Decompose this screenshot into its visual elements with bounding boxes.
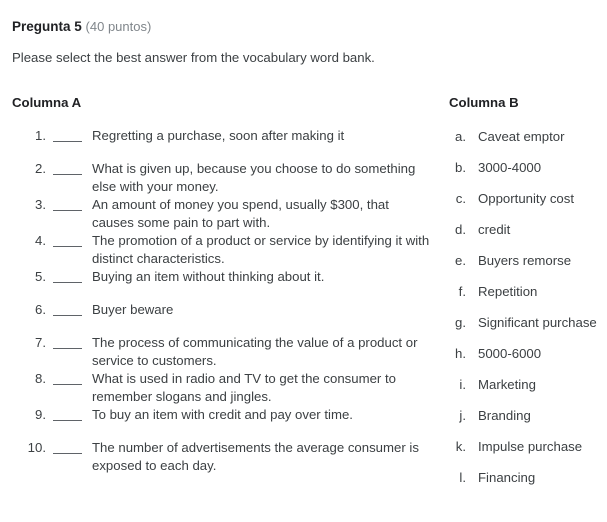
item-letter: c. [455,191,466,206]
item-b-text: credit [478,222,511,237]
item-number: 1. [35,128,46,143]
item-letter: j. [459,408,466,423]
item-b-text: 3000-4000 [478,160,542,175]
item-text: The promotion of a product or service by identifying it with distinct characteristics. [92,233,430,266]
item-b-text: Marketing [478,377,536,392]
item-number: 7. [35,335,46,350]
column-a-item [12,406,432,424]
item-b-text: Significant purchase [478,315,597,330]
item-b-text: Branding [478,408,531,423]
item-number: 5. [35,269,46,284]
item-letter: l. [459,470,466,485]
column-b [449,95,607,500]
item-text: What is used in radio and TV to get the consumer to remember slogans and jingles. [92,371,396,404]
question-header [12,18,595,36]
item-b-text: Caveat emptor [478,129,565,144]
item-b-text: Financing [478,470,536,485]
column-b-item [449,314,607,332]
column-a-item [12,370,432,406]
item-number: 6. [35,302,46,317]
column-b-heading: Columna B [449,95,519,110]
column-b-item [449,159,607,177]
column-b-item [449,469,607,487]
item-number: 10. [27,440,46,455]
column-b-item [449,221,607,239]
item-text: An amount of money you spend, usually $300, that causes some pain to part with. [92,197,389,230]
column-b-item [449,128,607,146]
question-instructions: Please select the best answer from the vocabulary word bank. [12,50,375,65]
item-letter: e. [455,253,466,268]
item-text: To buy an item with credit and pay over time. [92,407,353,422]
item-b-text: Opportunity cost [478,191,575,206]
column-a-item [12,196,432,232]
answer-blank-field[interactable] [53,282,82,283]
answer-blank-field[interactable] [53,174,82,175]
question-points: (40 puntos) [85,19,152,34]
column-a-item [12,127,432,145]
answer-blank-field[interactable] [53,315,82,316]
item-letter: d. [455,222,466,237]
column-b-item [449,376,607,394]
item-text: The process of communicating the value of a product or service to customers. [92,335,418,368]
column-b-item [449,345,607,363]
column-b-item [449,438,607,456]
item-number: 2. [35,161,46,176]
item-text: Buying an item without thinking about it. [92,269,325,284]
answer-blank-field[interactable] [53,453,82,454]
item-number: 9. [35,407,46,422]
column-a-item [12,160,432,196]
item-number: 8. [35,371,46,386]
item-letter: k. [455,439,466,454]
item-letter: i. [459,377,466,392]
item-letter: g. [455,315,466,330]
column-a-item [12,232,432,268]
item-letter: h. [455,346,466,361]
item-b-text: Repetition [478,284,538,299]
answer-blank-field[interactable] [53,141,82,142]
item-text: The number of advertisements the average consumer is exposed to each day. [92,440,419,473]
item-b-text: 5000-6000 [478,346,542,361]
column-a-item [12,268,432,286]
column-a-item [12,301,432,319]
item-b-text: Buyers remorse [478,253,572,268]
answer-blank-field[interactable] [53,210,82,211]
column-a-heading: Columna A [12,95,82,110]
item-letter: f. [458,284,466,299]
item-text: Regretting a purchase, soon after making it [92,128,345,143]
item-text: What is given up, because you choose to do something else with your money. [92,161,416,194]
column-a-item [12,334,432,370]
item-letter: b. [455,160,466,175]
column-a-item [12,439,432,475]
column-a [12,95,432,475]
item-b-text: Impulse purchase [478,439,583,454]
item-number: 3. [35,197,46,212]
column-b-item [449,190,607,208]
answer-blank-field[interactable] [53,420,82,421]
question-title: Pregunta 5 [12,19,82,34]
column-b-item [449,283,607,301]
answer-blank-field[interactable] [53,348,82,349]
answer-blank-field[interactable] [53,384,82,385]
column-b-list [449,128,607,487]
answer-blank-field[interactable] [53,246,82,247]
item-number: 4. [35,233,46,248]
item-text: Buyer beware [92,302,174,317]
column-a-list [12,127,432,475]
column-b-item [449,252,607,270]
column-b-item [449,407,607,425]
item-letter: a. [455,129,466,144]
